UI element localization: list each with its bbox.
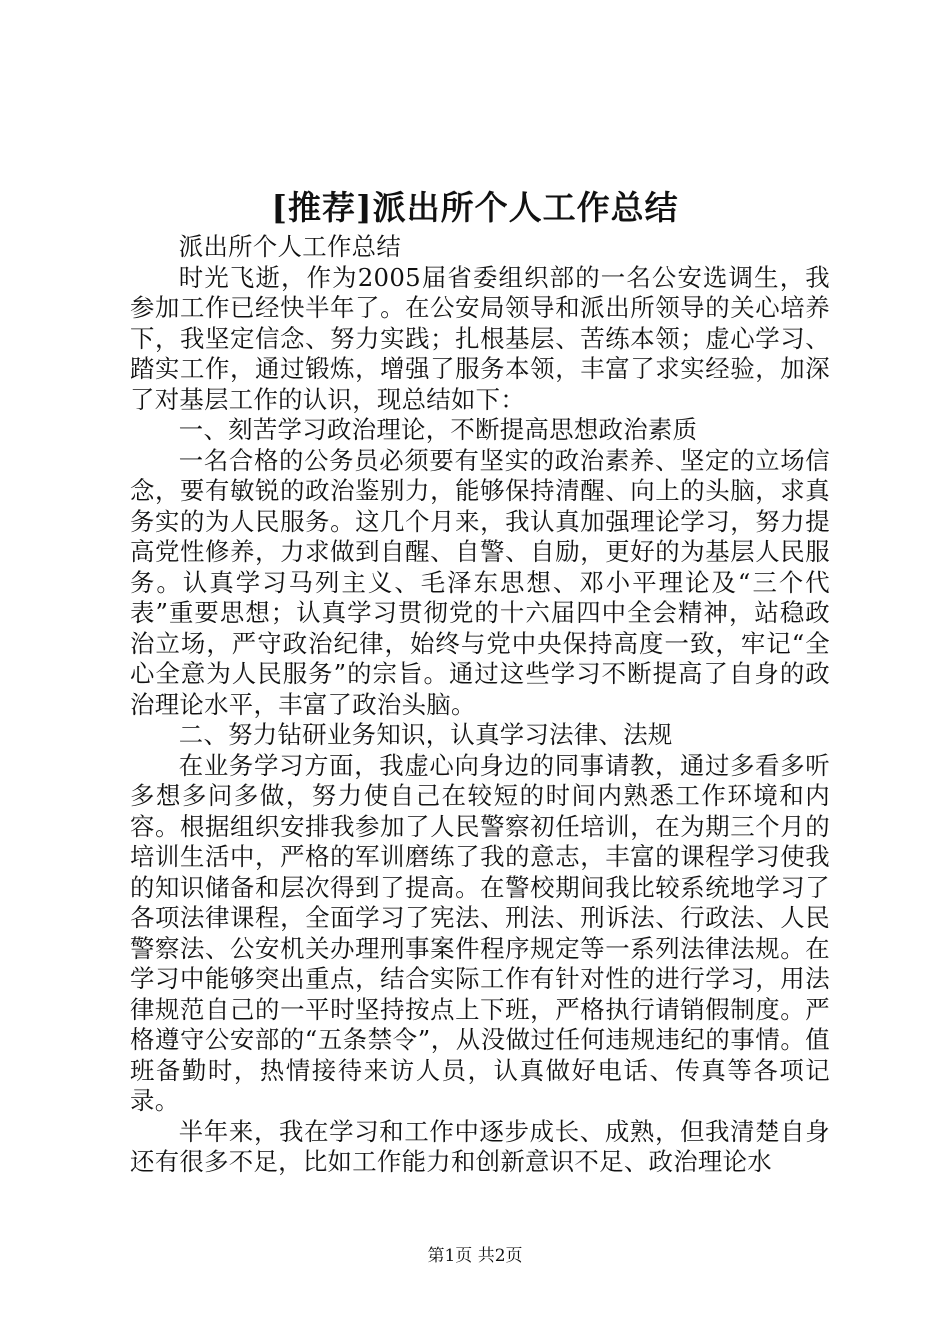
intro-paragraph: 时光飞逝，作为2005届省委组织部的一名公安选调生，我参加工作已经快半年了。在公安局领导和派出所领导的关心培养下，我坚定信念、努力实践；扎根基层、苦练本领；虚心学习、踏实工作，通过锻炼，增强了服务本领，丰富了求实经验，加深了对基层工作的认识，现总结如下： [130, 262, 830, 414]
closing-paragraph: 半年来，我在学习和工作中逐步成长、成熟，但我清楚自身还有很多不足，比如工作能力和创新意识不足、政治理论水 [130, 1116, 830, 1176]
section-1-paragraph: 一名合格的公务员必须要有坚实的政治素养、坚定的立场信念，要有敏锐的政治鉴别力，能够保持清醒、向上的头脑，求真务实的为人民服务。这几个月来，我认真加强理论学习，努力提高党性修养，力求做到自醒、自警、自励，更好的为基层人民服务。认真学习马列主义、毛泽东思想、邓小平理论及“三个代表”重要思想；认真学习贯彻党的十六届四中全会精神，站稳政治立场，严守政治纪律，始终与党中央保持高度一致，牢记“全心全意为人民服务”的宗旨。通过这些学习不断提高了自身的政治理论水平，丰富了政治头脑。 [130, 445, 830, 719]
subtitle-paragraph: 派出所个人工作总结 [178, 232, 402, 261]
page-footer: 第1页 共2页 [427, 1246, 523, 1266]
section-heading-1: 一、刻苦学习政治理论，不断提高思想政治素质 [178, 415, 698, 444]
section-heading-2: 二、努力钻研业务知识，认真学习法律、法规 [178, 720, 673, 749]
document-body [130, 232, 830, 1178]
section-2-paragraph: 在业务学习方面，我虚心向身边的同事请教，通过多看多听多想多问多做，努力使自己在较短的时间内熟悉工作环境和内容。根据组织安排我参加了人民警察初任培训，在为期三个月的培训生活中，严格的军训磨练了我的意志，丰富的课程学习使我的知识储备和层次得到了提高。在警校期间我比较系统地学习了各项法律课程，全面学习了宪法、刑法、刑诉法、行政法、人民警察法、公安机关办理刑事案件程序规定等一系列法律法规。在学习中能够突出重点，结合实际工作有针对性的进行学习，用法律规范自己的一平时坚持按点上下班，严格执行请销假制度。严格遵守公安部的“五条禁令”，从没做过任何违规违纪的事情。值班备勤时，热情接待来访人员，认真做好电话、传真等各项记录。 [130, 750, 830, 1115]
document-title: [推荐]派出所个人工作总结 [271, 188, 679, 227]
